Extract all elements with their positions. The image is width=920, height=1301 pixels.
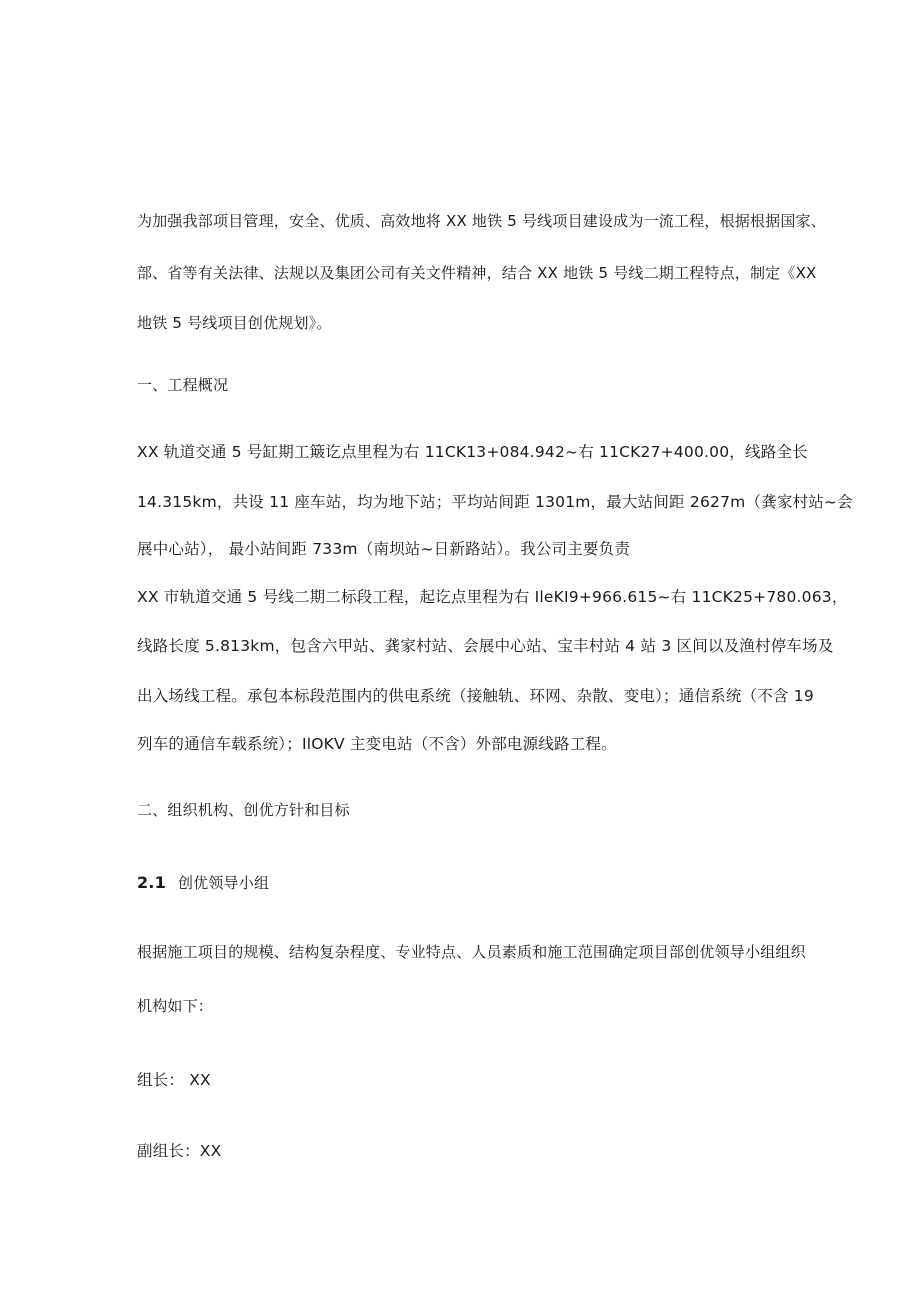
subsection-heading (137, 873, 269, 893)
section-1-heading: 一、工程概况 (137, 376, 229, 394)
subsection-title: 创优领导小组 (177, 874, 270, 892)
overview-line-3: 展中心站）， 最小站间距 733m（南坝站~日新路站）。我公司主要负责 (137, 540, 631, 558)
subsection-number: 2.1 (137, 873, 166, 892)
org-paragraph-line-2: 机构如下： (137, 997, 214, 1015)
overview-line-1: XX 轨道交通 5 号缸期工簸讫点里程为右 11CK13+084.942~右 11CK27+400.00，线路全长 (137, 443, 808, 461)
intro-line-1: 为加强我部项目管理，安全、优质、高效地将 XX 地铁 5 号线项目建设成为一流工程，根据根据国家、 (137, 212, 826, 230)
team-leader: 组长： XX (137, 1071, 211, 1089)
intro-line-2: 部、省等有关法律、法规以及集团公司有关文件精神，结合 XX 地铁 5 号线二期工程特点，制定《XX (137, 264, 817, 282)
intro-line-3: 地铁 5 号线项目创优规划》。 (137, 314, 332, 332)
overview-line-2: 14.315km，共设 11 座车站，均为地下站；平均站间距 1301m，最大站间距 2627m（龚家村站~会 (137, 493, 853, 511)
section-2-heading: 二、组织机构、创优方针和目标 (137, 801, 350, 819)
overview-line-5: 线路长度 5.813km，包含六甲站、龚家村站、会展中心站、宝丰村站 4 站 3 区间以及渔村停车场及 (137, 637, 834, 655)
org-paragraph-line-1: 根据施工项目的规模、结构复杂程度、专业特点、人员素质和施工范围确定项目部创优领导小组组织 (137, 943, 806, 961)
overview-line-4: XX 市轨道交通 5 号线二期二标段工程，起讫点里程为右 IleKI9+966.615~右 11CK25+780.063， (137, 588, 848, 606)
overview-line-6: 出入场线工程。承包本标段范围内的供电系统（接触轨、环网、杂散、变电）；通信系统（不含 19 (137, 687, 814, 705)
overview-line-7: 列车的通信车载系统）；IlOKV 主变电站（不含）外部电源线路工程。 (137, 735, 617, 753)
deputy-leader: 副组长：XX (137, 1142, 222, 1160)
